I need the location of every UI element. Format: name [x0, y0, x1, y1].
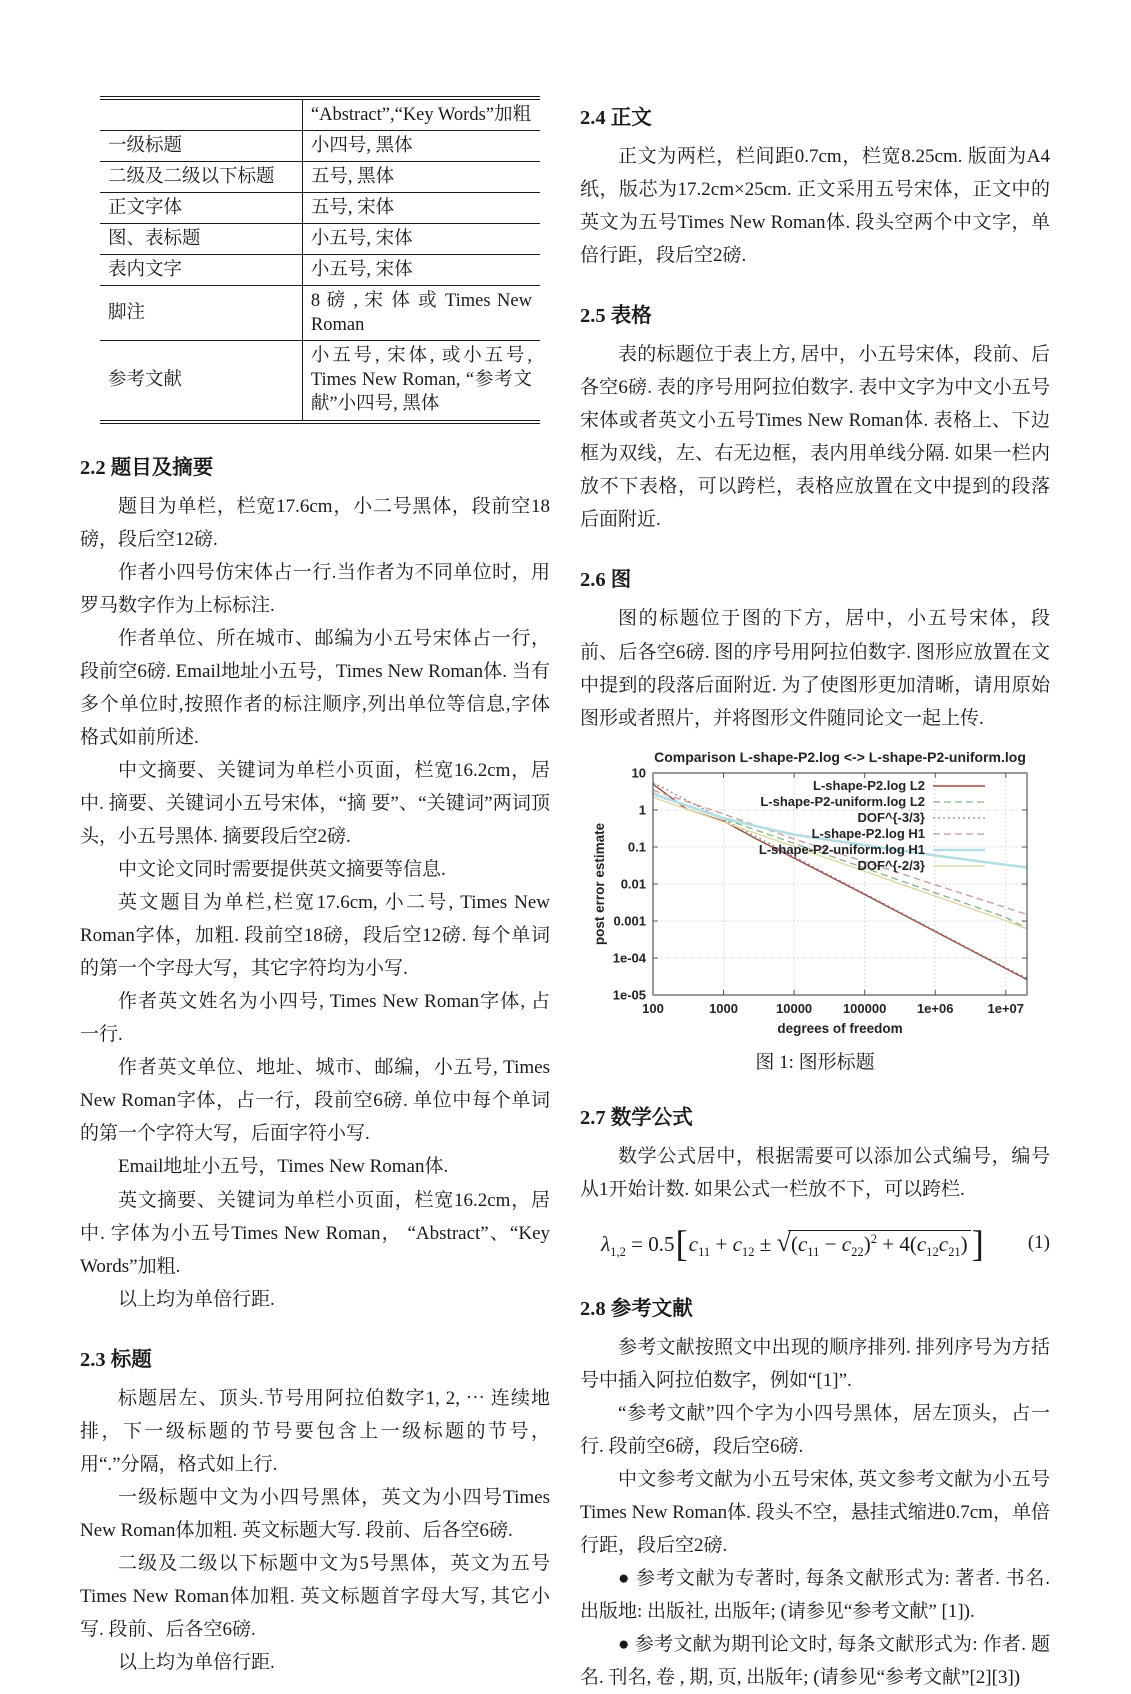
svg-text:1: 1 [638, 802, 646, 818]
spec-label: 图、表标题 [100, 224, 302, 255]
body-paragraph: 英文题目为单栏,栏宽17.6cm, 小二号, Times New Roman字体，加粗. 段前空18磅，段后空12磅. 每个单词的第一个字母大写，其它字符均为小写. [80, 892, 550, 980]
svg-text:1e+07: 1e+07 [987, 1000, 1025, 1016]
table-row [100, 224, 540, 255]
body-paragraph: 一级标题中文为小四号黑体，英文为小四号Times New Roman体加粗. 英文标题大写. 段前、后各空6磅. [80, 1486, 550, 1541]
svg-text:100000: 100000 [842, 1000, 887, 1016]
svg-text:100: 100 [642, 1000, 664, 1016]
reference-bullet-paragraph: ● 参考文献为专著时, 每条文献形式为: 著者. 书名. 出版地: 出版社, 出版年; (请参见“参考文献” [1]). [580, 1568, 1050, 1623]
section-heading-2-2: 2.2 题目及摘要 [80, 456, 214, 479]
svg-text:DOF^{-2/3}: DOF^{-2/3} [857, 857, 925, 873]
spec-value: 五号, 宋体 [302, 193, 540, 224]
svg-text:Comparison L-shape-P2.log <->: Comparison L-shape-P2.log <-> L-shape-P2-uniform.log [654, 748, 1026, 765]
spec-value: 五号, 黑体 [302, 162, 540, 193]
spec-label: 正文字体 [100, 193, 302, 224]
svg-text:1e-05: 1e-05 [612, 987, 646, 1003]
equation-1: $\lambda_{1,2} = 0.5[c_{11} + c_{12} \pm √(c_{11} - c_{22})^2 + 4(c_{12}c_{21})$ ] [601, 1222, 984, 1264]
table-row [100, 341, 540, 422]
body-paragraph: 以上均为单倍行距. [118, 1288, 275, 1310]
table-row [100, 162, 540, 193]
body-paragraph: 作者单位、所在城市、邮编为小五号宋体占一行，段前空6磅. Email地址小五号，Times New Roman体. 当有多个单位时,按照作者的标注顺序,列出单位等信息,字体格式如前所述. [80, 627, 550, 748]
svg-text:10000: 10000 [776, 1000, 813, 1016]
body-paragraph: 作者英文单位、地址、城市、邮编，小五号, Times New Roman字体，占一行，段前空6磅. 单位中每个单词的第一个字符大写，后面字符小写. [80, 1057, 550, 1145]
svg-text:0.01: 0.01 [620, 876, 646, 892]
equation-1-row [580, 1222, 1050, 1265]
spec-label: 一级标题 [100, 131, 302, 162]
spec-label: 二级及二级以下标题 [100, 162, 302, 193]
body-paragraph: 中文论文同时需要提供英文摘要等信息. [118, 859, 446, 881]
body-paragraph: 中文摘要、关键词为单栏小页面，栏宽16.2cm，居中. 摘要、关键词小五号宋体，“摘 要”、“关键词”两词顶头，小五号黑体. 摘要段后空2磅. [80, 759, 550, 847]
svg-text:degrees of freedom: degrees of freedom [777, 1020, 903, 1036]
body-paragraph: 中文参考文献为小五号宋体, 英文参考文献为小五号Times New Roman体. 段头不空，悬挂式缩进0.7cm，单倍行距，段后空2磅. [580, 1468, 1050, 1557]
format-spec-table [100, 96, 540, 424]
svg-text:DOF^{-3/3}: DOF^{-3/3} [857, 809, 925, 825]
svg-text:1e+06: 1e+06 [916, 1000, 954, 1016]
svg-text:1e-04: 1e-04 [612, 950, 646, 966]
section-heading-2-7: 2.7 数学公式 [580, 1106, 693, 1129]
body-paragraph: 标题居左、顶头.节号用阿拉伯数字1, 2, ⋯ 连续地排，下一级标题的节号要包含上一级标题的节号，用“.”分隔，格式如上行. [80, 1387, 550, 1475]
figure-1 [580, 749, 1050, 1074]
spec-value: 8 磅 , 宋 体 或 Times New Roman [302, 286, 540, 341]
spec-value: “Abstract”,“Key Words”加粗 [302, 98, 540, 131]
svg-text:L-shape-P2.log L2: L-shape-P2.log L2 [813, 777, 925, 793]
body-paragraph: 参考文献按照文中出现的顺序排列. 排列序号为方括号中插入阿拉伯数字，例如“[1]”. [580, 1336, 1050, 1391]
figure-chart [589, 749, 1041, 1045]
body-paragraph: 英文摘要、关键词为单栏小页面，栏宽16.2cm，居中. 字体为小五号Times New Roman， “Abstract”、“Key Words”加粗. [80, 1189, 550, 1277]
body-paragraph: 题目为单栏，栏宽17.6cm，小二号黑体，段前空18磅，段后空12磅. [80, 495, 550, 550]
body-paragraph: 以上均为单倍行距. [118, 1652, 275, 1674]
svg-text:0.001: 0.001 [613, 913, 646, 929]
reference-bullet-paragraph: ● 参考文献为期刊论文时, 每条文献形式为: 作者. 题名. 刊名, 卷 , 期, 页, 出版年; (请参见“参考文献”[2][3]) [580, 1634, 1050, 1689]
document-page [80, 96, 1050, 1694]
section-heading-2-5: 2.5 表格 [580, 305, 652, 328]
spec-label: 脚注 [100, 286, 302, 341]
table-row [100, 193, 540, 224]
body-paragraph: 数学公式居中，根据需要可以添加公式编号，编号从1开始计数. 如果公式一栏放不下，可以跨栏. [580, 1145, 1050, 1200]
spec-value: 小四号, 黑体 [302, 131, 540, 162]
svg-text:0.1: 0.1 [627, 839, 646, 855]
body-paragraph: 表的标题位于表上方, 居中，小五号宋体，段前、后各空6磅. 表的序号用阿拉伯数字. 表中文字为中文小五号宋体或者英文小五号Times New Roman体. 表格上、下边框为双线，左、右无边框，表内用单线分隔. 如果一栏内放不下表格，可以跨栏，表格应放置在文中提到的段落后面附近. [580, 344, 1050, 531]
body-paragraph: 正文为两栏，栏间距0.7cm，栏宽8.25cm. 版面为A4纸，版芯为17.2cm×25cm. 正文采用五号宋体，正文中的英文为五号Times New Roman体. 段头空两个中文字，单倍行距，段后空2磅. [580, 146, 1050, 267]
body-paragraph: 作者英文姓名为小四号, Times New Roman字体, 占一行. [80, 991, 550, 1046]
table-row [100, 255, 540, 286]
section-heading-2-6: 2.6 图 [580, 569, 632, 592]
equation-number: (1) [1027, 1232, 1050, 1254]
body-paragraph: 图的标题位于图的下方，居中，小五号宋体，段前、后各空6磅. 图的序号用阿拉伯数字. 图形应放置在文中提到的段落后面附近. 为了使图形更加清晰，请用原始图形或者照片，并将图形文件随同论文一起上传. [580, 608, 1050, 729]
svg-text:1000: 1000 [709, 1000, 739, 1016]
spec-value: 小五号, 宋体 [302, 224, 540, 255]
body-paragraph: 作者小四号仿宋体占一行.当作者为不同单位时，用罗马数字作为上标标注. [80, 561, 550, 616]
table-row [100, 98, 540, 131]
svg-text:L-shape-P2.log H1: L-shape-P2.log H1 [811, 825, 925, 841]
table-row [100, 131, 540, 162]
spec-label: 表内文字 [100, 255, 302, 286]
body-paragraph: “参考文献”四个字为小四号黑体，居左顶头，占一行. 段前空6磅，段后空6磅. [580, 1402, 1050, 1457]
svg-text:post error estimate: post error estimate [592, 822, 607, 945]
figure-caption: 图 1: 图形标题 [755, 1051, 875, 1073]
right-column [580, 96, 1050, 1694]
section-heading-2-8: 2.8 参考文献 [580, 1297, 693, 1320]
left-column [80, 96, 550, 1694]
table-row [100, 286, 540, 341]
spec-value: 小五号, 宋体 [302, 255, 540, 286]
svg-text:10: 10 [631, 765, 646, 781]
svg-text:L-shape-P2-uniform.log L2: L-shape-P2-uniform.log L2 [760, 793, 925, 809]
spec-label: 参考文献 [100, 341, 302, 422]
svg-text:L-shape-P2-uniform.log H1: L-shape-P2-uniform.log H1 [758, 841, 925, 857]
section-heading-2-3: 2.3 标题 [80, 1348, 152, 1371]
spec-value: 小五号, 宋体, 或小五号, Times New Roman, “参考文献”小四号, 黑体 [310, 346, 532, 415]
spec-label [100, 98, 302, 131]
body-paragraph: Email地址小五号，Times New Roman体. [118, 1156, 449, 1178]
body-paragraph: 二级及二级以下标题中文为5号黑体，英文为五号Times New Roman体加粗. 英文标题首字母大写, 其它小写. 段前、后各空6磅. [80, 1552, 550, 1641]
section-heading-2-4: 2.4 正文 [580, 107, 652, 129]
